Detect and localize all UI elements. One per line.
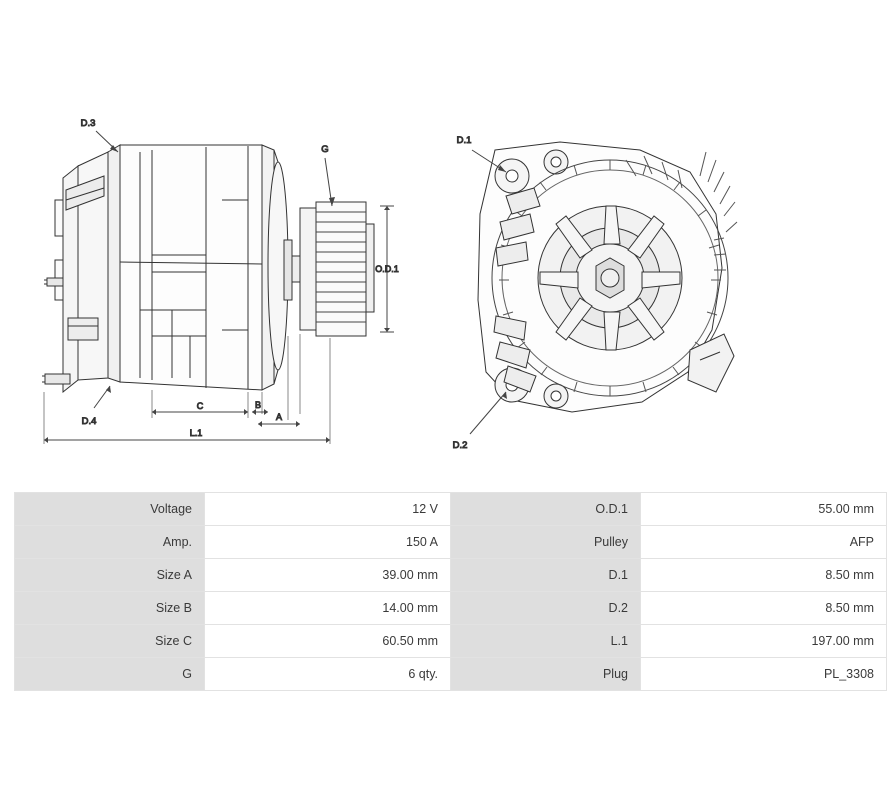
spec-label-amp: Amp. bbox=[15, 526, 205, 559]
table-row bbox=[15, 592, 887, 625]
spec-value-size-c: 60.50 mm bbox=[205, 625, 451, 658]
spec-label-size-b: Size B bbox=[15, 592, 205, 625]
dim-l1-label: L.1 bbox=[189, 428, 203, 438]
spec-value-l1: 197.00 mm bbox=[641, 625, 887, 658]
spec-label-size-c: Size C bbox=[15, 625, 205, 658]
spec-label-d1: D.1 bbox=[451, 559, 641, 592]
specification-table-container bbox=[14, 492, 874, 691]
spec-label-l1: L.1 bbox=[451, 625, 641, 658]
spec-value-size-a: 39.00 mm bbox=[205, 559, 451, 592]
specification-table bbox=[14, 492, 887, 691]
spec-value-g: 6 qty. bbox=[205, 658, 451, 691]
table-row bbox=[15, 493, 887, 526]
dim-c-label: C bbox=[196, 401, 204, 411]
spec-value-size-b: 14.00 mm bbox=[205, 592, 451, 625]
spec-label-d2: D.2 bbox=[451, 592, 641, 625]
spec-label-size-a: Size A bbox=[15, 559, 205, 592]
callout-d2-label: D.2 bbox=[452, 440, 468, 451]
spec-label-g: G bbox=[15, 658, 205, 691]
dim-b-label: B bbox=[254, 400, 262, 410]
spec-label-plug: Plug bbox=[451, 658, 641, 691]
spec-value-od1: 55.00 mm bbox=[641, 493, 887, 526]
table-row bbox=[15, 559, 887, 592]
spec-value-pulley: AFP bbox=[641, 526, 887, 559]
table-row bbox=[15, 625, 887, 658]
callout-d4-label: D.4 bbox=[81, 416, 97, 427]
table-row bbox=[15, 658, 887, 691]
spec-label-pulley: Pulley bbox=[451, 526, 641, 559]
dim-a-label: A bbox=[275, 412, 283, 422]
spec-value-d1: 8.50 mm bbox=[641, 559, 887, 592]
side-view-group bbox=[42, 118, 399, 444]
callout-d3-label: D.3 bbox=[80, 118, 96, 129]
spec-value-voltage: 12 V bbox=[205, 493, 451, 526]
spec-label-od1: O.D.1 bbox=[451, 493, 641, 526]
spec-value-d2: 8.50 mm bbox=[641, 592, 887, 625]
spec-value-plug: PL_3308 bbox=[641, 658, 887, 691]
front-view-group bbox=[453, 135, 737, 451]
table-row bbox=[15, 526, 887, 559]
spec-label-voltage: Voltage bbox=[15, 493, 205, 526]
callout-d1-label: D.1 bbox=[456, 135, 472, 146]
dim-od1-label: O.D.1 bbox=[375, 264, 399, 274]
spec-value-amp: 150 A bbox=[205, 526, 451, 559]
callout-g-label: G bbox=[321, 144, 329, 155]
